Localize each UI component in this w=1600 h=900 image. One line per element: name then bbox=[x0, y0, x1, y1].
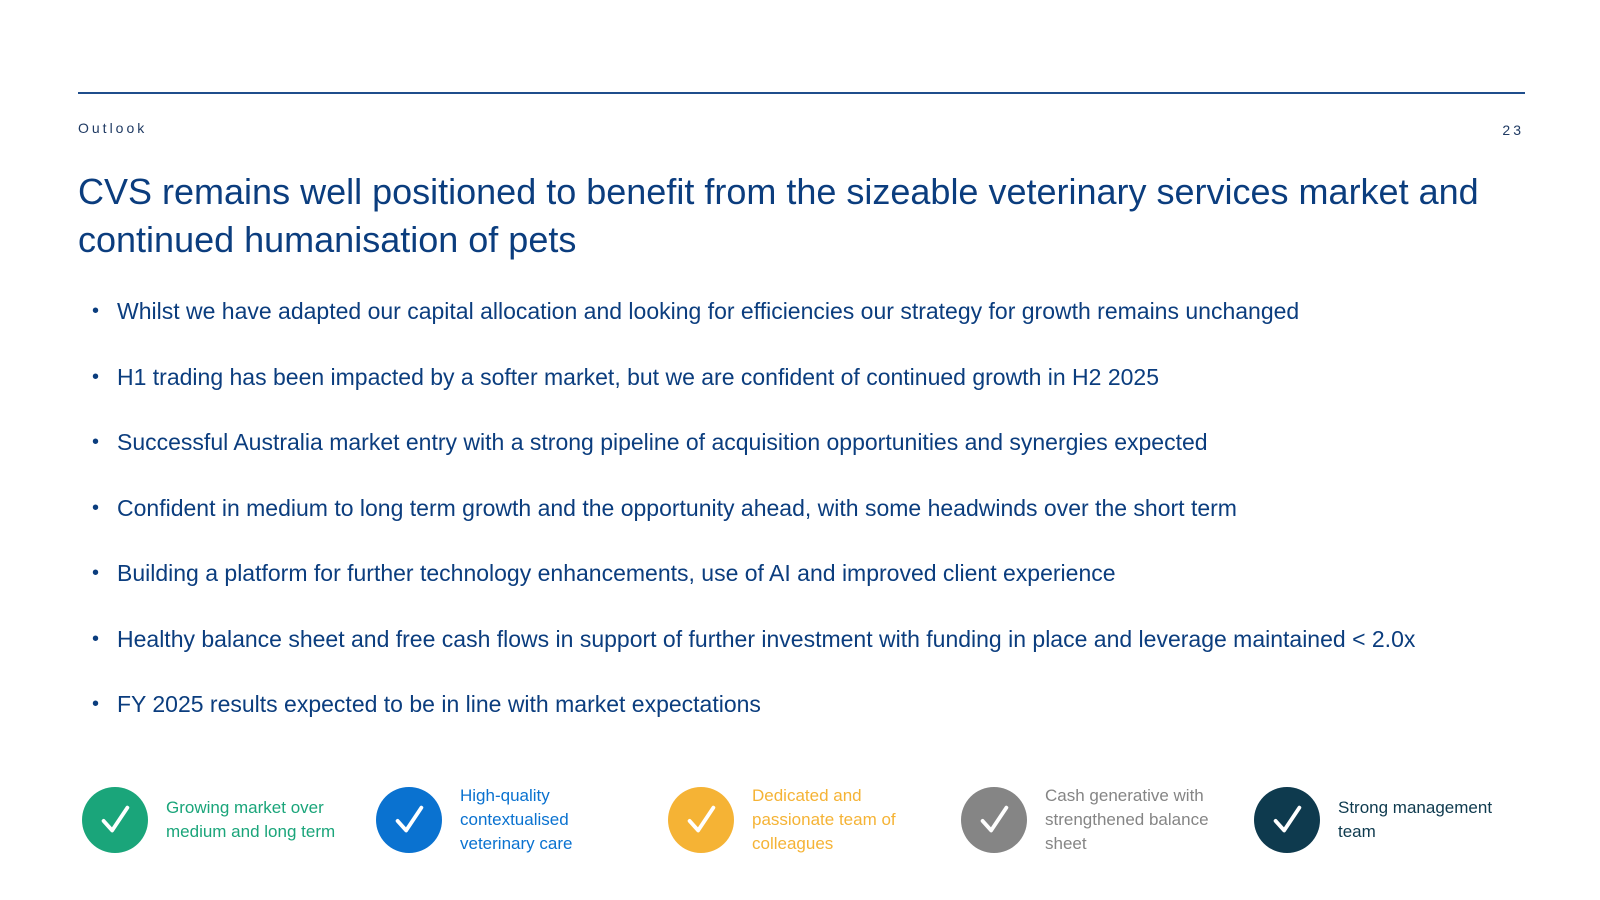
checkmark-icon bbox=[376, 787, 442, 853]
bullet-item: • Building a platform for further technology enhancements, use of AI and improved client experience bbox=[92, 558, 1552, 624]
bullet-item: • H1 trading has been impacted by a softer market, but we are confident of continued growth in H2 2025 bbox=[92, 362, 1552, 428]
slide-title: CVS remains well positioned to benefit from the sizeable veterinary services market and continued humanisation of pets bbox=[78, 171, 1479, 260]
pillar-strong-management bbox=[1254, 785, 1508, 855]
pillar-label: Dedicated and passionate team of colleagues bbox=[752, 786, 896, 853]
bullet-item: • Confident in medium to long term growth and the opportunity ahead, with some headwinds over the short term bbox=[92, 493, 1552, 559]
bullet-item: • Successful Australia market entry with a strong pipeline of acquisition opportunities and synergies expected bbox=[92, 427, 1552, 493]
bullet-item: • Healthy balance sheet and free cash flows in support of further investment with funding in place and leverage maintained < 2.0x bbox=[92, 624, 1552, 690]
checkmark-icon bbox=[1254, 787, 1320, 853]
checkmark-icon bbox=[82, 787, 148, 853]
pillar-label: Cash generative with strengthened balance sheet bbox=[1045, 786, 1209, 853]
checkmark-icon bbox=[961, 787, 1027, 853]
pillar-quality-care bbox=[376, 785, 640, 855]
bullet-list bbox=[92, 296, 1552, 755]
bullet-item: • Whilst we have adapted our capital allocation and looking for efficiencies our strategy for growth remains unchanged bbox=[92, 296, 1552, 362]
section-label: Outlook bbox=[78, 120, 148, 136]
pillar-label: High-quality contextualised veterinary care bbox=[460, 786, 573, 853]
header-divider bbox=[78, 92, 1525, 94]
pillar-label: Growing market over medium and long term bbox=[166, 798, 336, 841]
bullet-item: • FY 2025 results expected to be in line with market expectations bbox=[92, 689, 1552, 755]
checkmark-icon bbox=[668, 787, 734, 853]
page-number: 23 bbox=[1502, 122, 1524, 138]
pillar-growing-market bbox=[82, 785, 346, 855]
pillar-cash-generative bbox=[961, 785, 1225, 855]
pillar-dedicated-team bbox=[668, 785, 932, 855]
pillar-label: Strong management team bbox=[1338, 798, 1493, 841]
